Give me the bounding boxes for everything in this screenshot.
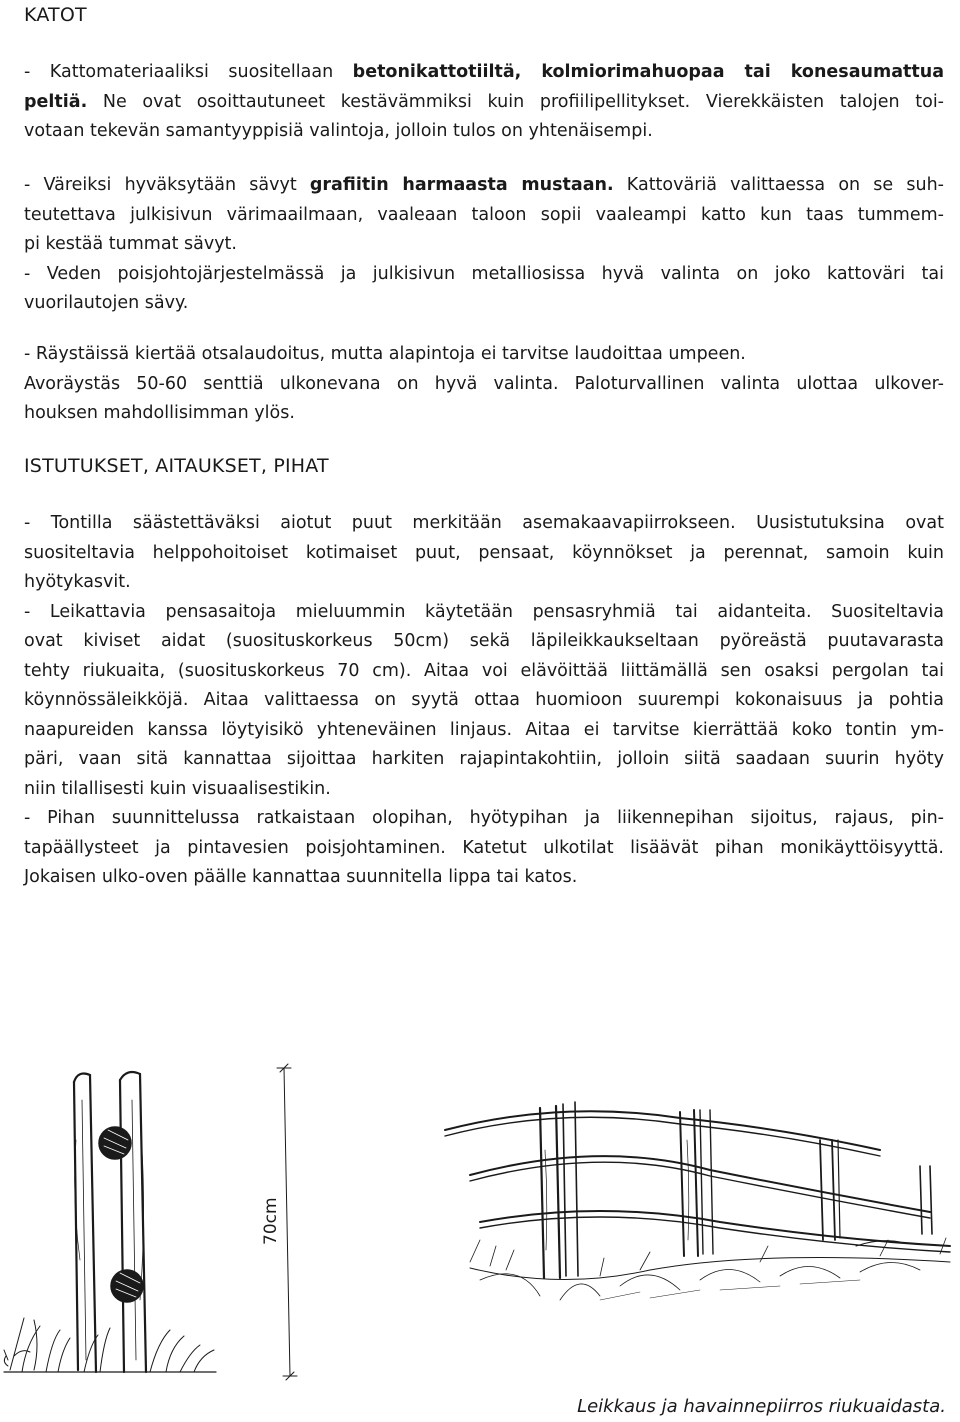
text-span: - Väreiksi hyväksytään sävyt <box>24 175 310 195</box>
text-line: tapäällysteet ja pintavesien poisjohtaminen. Katetut ulkotilat lisäävät pihan monikäyttöisyyttä. <box>24 837 944 858</box>
text-line: - Tontilla säästettäväksi aiotut puut merkitään asemakaavapiirrokseen. Uusistutuksina ovat <box>24 513 944 533</box>
text-line: - Leikattavia pensasaitoja mieluummin käytetään pensasryhmiä tai aidanteita. Suositeltavia <box>24 601 944 622</box>
text-line: - Pihan suunnittelussa ratkaistaan olopihan, hyötypihan ja liikennepihan sijoitus, rajaus, pin- <box>24 808 944 828</box>
text-span: Ne ovat osoittautuneet kestävämmiksi kuin profiilipellitykset. Vierekkäisten talojen toi- <box>87 91 944 112</box>
text-line: köynnössäleikköjä. Aitaa valittaessa on syytä ottaa huomioon suurempi kokonaisuus ja pohtia <box>24 690 944 710</box>
text-line: votaan tekevän samantyyppisiä valintoja, jolloin tulos on yhtenäisempi. <box>24 121 653 141</box>
text-line: houksen mahdollisimman ylös. <box>24 403 295 423</box>
section-title-katot: KATOT <box>24 4 87 26</box>
text-line: ovat kiviset aidat (suosituskorkeus 50cm) sekä läpileikkaukseltaan pyöreästä puutavarasta <box>24 631 944 651</box>
bold-text: peltiä. <box>24 91 88 112</box>
text-line: - Veden poisjohtojärjestelmässä ja julkisivun metalliosissa hyvä valinta on joko kattoväri tai <box>24 263 944 284</box>
text-line: päri, vaan sitä kannattaa sijoittaa harkiten rajapintakohtiin, jolloin siitä saadaan suurin hyöty <box>24 749 944 769</box>
text-line: teutettava julkisivun värimaailmaan, vaaleaan taloon sopii vaaleampi katto kun taas tummem- <box>24 204 944 225</box>
text-line: Jokaisen ulko-oven päälle kannattaa suunnitella lippa tai katos. <box>24 867 578 887</box>
section-title-istutukset: ISTUTUKSET, AITAUKSET, PIHAT <box>24 455 329 477</box>
text-line: vuorilautojen sävy. <box>24 293 189 313</box>
fence-section-drawing <box>4 1072 216 1372</box>
figure-caption: Leikkaus ja havainnepiirros riukuaidasta. <box>577 1396 946 1417</box>
text-line: niin tilallisesti kuin visuaalisestikin. <box>24 778 331 799</box>
bold-text: grafiitin harmaasta mustaan. <box>309 175 614 195</box>
text-span: Kattoväriä valittaessa on se suh- <box>613 175 944 195</box>
bold-text: betonikattotiiltä, kolmiorimahuopaa tai konesaumattua <box>352 62 945 82</box>
text-line: pi kestää tummat sävyt. <box>24 234 237 254</box>
text-span: - Kattomateriaaliksi suositellaan <box>24 62 353 82</box>
dimension-label: 70cm <box>261 1197 281 1245</box>
text-line: suositeltavia helppohoitoiset kotimaiset puut, pensaat, köynnökset ja perennat, samoin kuin <box>24 542 944 563</box>
text-line: - Räystäissä kiertää otsalaudoitus, mutta alapintoja ei tarvitse laudoittaa umpeen. <box>24 344 746 364</box>
text-line: naapureiden kanssa löytyisikö yhteneväinen linjaus. Aitaa ei tarvitse kierrättää koko tontin ym- <box>24 719 944 740</box>
text-line: tehty riukuaita, (suosituskorkeus 70 cm). Aitaa voi elävöittää liittämällä sen osaksi pergolan tai <box>24 660 944 681</box>
text-line: hyötykasvit. <box>24 572 131 592</box>
fence-perspective-sketch <box>445 1102 950 1300</box>
text-line: Avoräystäs 50-60 senttiä ulkonevana on hyvä valinta. Paloturvallinen valinta ulottaa ulkover- <box>24 373 944 394</box>
